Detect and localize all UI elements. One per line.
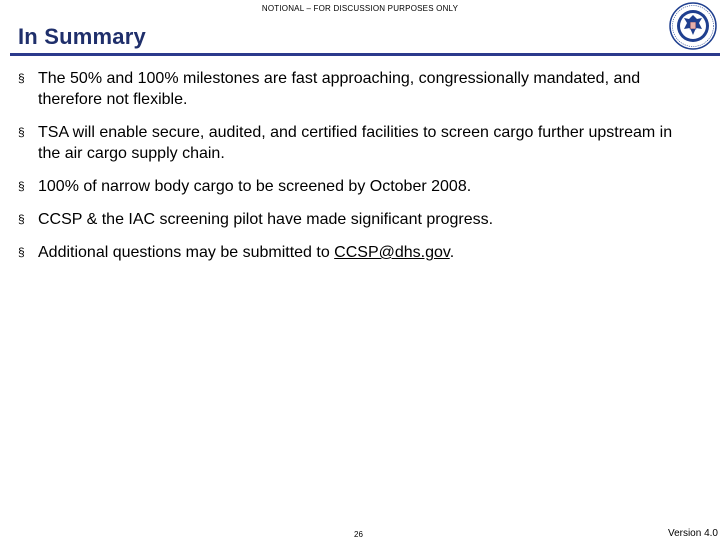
- summary-bullet-list: [18, 68, 698, 275]
- classification-banner: NOTIONAL – FOR DISCUSSION PURPOSES ONLY: [261, 4, 459, 13]
- bullet-item: [18, 209, 698, 230]
- bullet-marker-icon: §: [18, 71, 25, 85]
- slide-title: In Summary: [18, 24, 146, 49]
- bullet-text: 100% of narrow body cargo to be screened by October 2008.: [38, 178, 472, 195]
- bullet-marker-icon: §: [18, 179, 25, 193]
- bullet-marker-icon: §: [18, 125, 25, 139]
- bullet-item: [18, 68, 698, 110]
- bullet-text: CCSP & the IAC screening pilot have made significant progress.: [38, 211, 494, 228]
- bullet-item: [18, 176, 698, 197]
- bullet-item: [18, 122, 698, 164]
- dhs-seal-logo: [669, 2, 717, 50]
- bullet-item-contact: [18, 242, 698, 263]
- bullet-marker-icon: §: [18, 245, 25, 259]
- bullet-text: TSA will enable secure, audited, and certified facilities to screen cargo further upstream in the air cargo supply chain.: [38, 124, 673, 162]
- bullet-text-suffix: .: [449, 244, 455, 261]
- title-underline: [10, 53, 720, 56]
- bullet-marker-icon: §: [18, 212, 25, 226]
- bullet-text: Additional questions may be submitted to: [38, 244, 335, 261]
- email-link[interactable]: CCSP@dhs.gov: [334, 244, 450, 261]
- version-label: Version 4.0: [667, 528, 718, 539]
- bullet-text: The 50% and 100% milestones are fast approaching, congressionally mandated, and therefore not flexible.: [38, 70, 641, 108]
- page-number: 26: [354, 530, 363, 539]
